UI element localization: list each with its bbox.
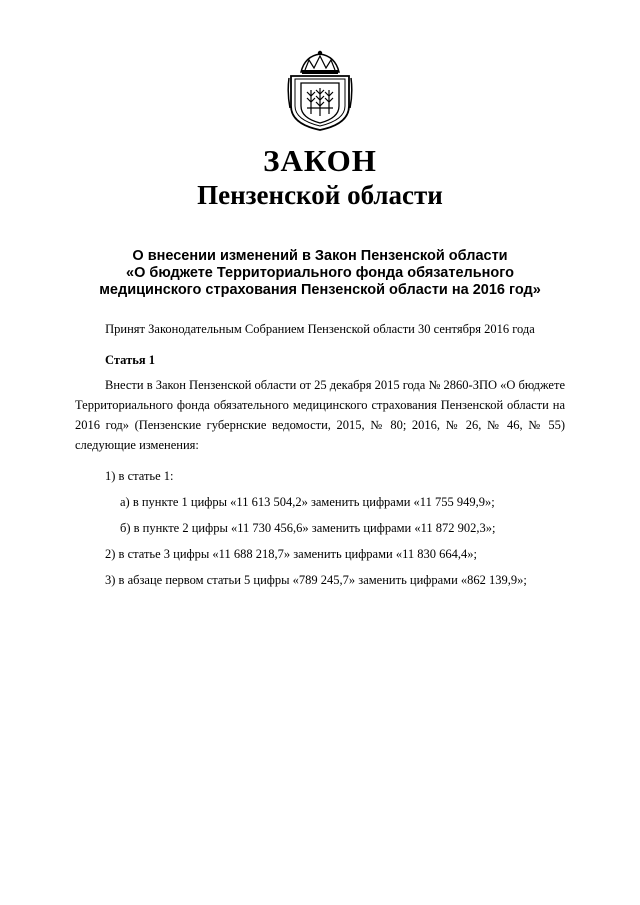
adoption-note: Принят Законодательным Собранием Пензенской области 30 сентября 2016 года xyxy=(105,322,535,336)
law-subject-line: О внесении изменений в Закон Пензенской области xyxy=(132,248,508,264)
amendment-item: 1) в статье 1: xyxy=(105,469,174,483)
article-body: Внести в Закон Пензенской области от 25 декабря 2015 года № 2860-ЗПО «О бюджете Территориального фонда обязательного медицинского страхования Пензенской области на 2016 год» (Пензенские губернские ведомости, 2015, № 80; 2016, № 26, № 46, № 55) следующие изменения: xyxy=(75,378,565,452)
amendment-item: 3) в абзаце первом статьи 5 цифры «789 245,7» заменить цифрами «862 139,9»; xyxy=(105,573,527,587)
law-subject-line: «О бюджете Территориального фонда обязательного xyxy=(126,265,514,281)
amendment-item: 2) в статье 3 цифры «11 688 218,7» заменить цифрами «11 830 664,4»; xyxy=(105,547,477,561)
amendment-subitem: а) в пункте 1 цифры «11 613 504,2» заменить цифрами «11 755 949,9»; xyxy=(120,495,495,509)
coat-of-arms-icon xyxy=(287,48,353,132)
document-subtitle: Пензенской области xyxy=(197,180,443,210)
law-subject xyxy=(60,248,580,299)
law-subject-line: медицинского страхования Пензенской области на 2016 год» xyxy=(99,282,541,298)
document-title: ЗАКОН xyxy=(263,143,377,178)
amendment-subitem: б) в пункте 2 цифры «11 730 456,6» заменить цифрами «11 872 902,3»; xyxy=(120,521,496,535)
article-heading: Статья 1 xyxy=(105,353,155,367)
